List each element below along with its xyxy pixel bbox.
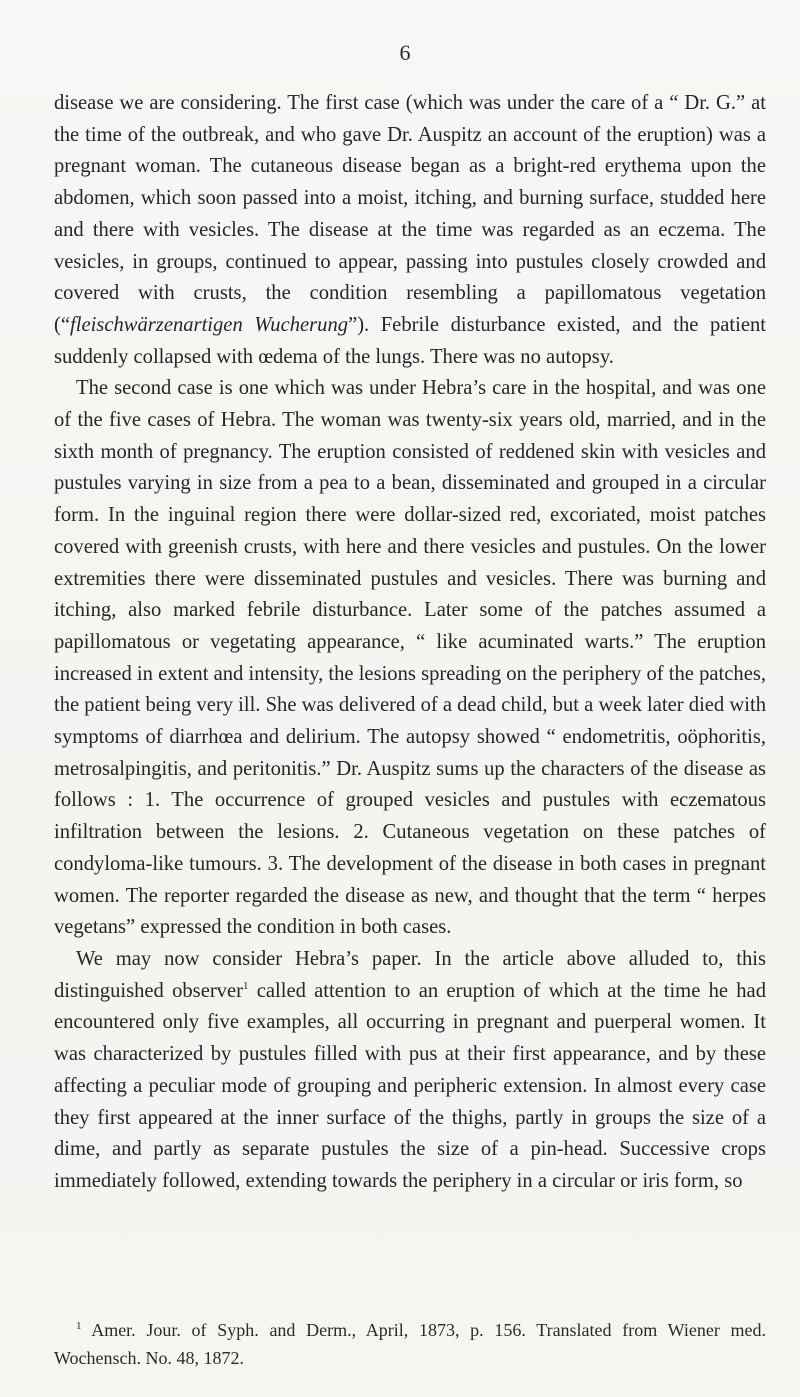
- page-number: 6: [399, 40, 411, 65]
- paragraph-text: disease we are considering. The first case (which was under the care of a “ Dr. G.” at the time of the outbreak, and who gave Dr. Auspitz an account of the eruption) was a pregnant woman. The cutaneous disease began as a bright-red erythema upon the abdomen, which soon passed into a moist, itching, and burning surface, studded here and there with vesicles. The disease at the time was regarded as an eczema. The vesicles, in groups, continued to appear, passing into pustules closely crowded and covered with crusts, the condition resembling a papillomatous vegetation (“: [54, 92, 766, 336]
- footnote-reference: 1: [242, 979, 249, 992]
- german-term: fleischwärzenartigen Wucherung: [70, 313, 349, 336]
- paragraph-hebra-paper: [54, 944, 766, 1198]
- paragraph-second-case: [54, 373, 766, 944]
- paragraph-text: called attention to an eruption of which at the time he had encountered only five examples, all occurring in pregnant and puerperal women. It was characterized by pustules filled with pus at their first appearance, and by these affecting a peculiar mode of grouping and peripheric extension. In almost every case they first appeared at the inner surface of the thighs, partly in groups the size of a dime, and partly as separate pustules the size of a pin-head. Successive crops immediately followed, extending towards the periphery in a circular or iris form, so: [54, 979, 766, 1192]
- paragraph-text: ”). Febrile disturbance existed, and the patient suddenly collapsed with œdema of the lungs. There was no autopsy.: [54, 313, 766, 368]
- paragraph-text: We may now consider Hebra’s paper. In the article above alluded to, this distinguished observer: [54, 947, 766, 1002]
- footnote: [54, 1316, 766, 1372]
- paragraph-text: The second case is one which was under Hebra’s care in the hospital, and was one of the five cases of Hebra. The woman was twenty-six years old, married, and in the sixth month of pregnancy. The eruption consisted of reddened skin with vesicles and pustules varying in size from a pea to a bean, disseminated and grouped in a circular form. In the inguinal region there were dollar-sized red, excoriated, moist patches covered with greenish crusts, with here and there vesicles and pustules. On the lower extremities there were disseminated pustules and vesicles. There was burning and itching, also marked febrile disturbance. Later some of the patches assumed a papillomatous or vegetating appearance, “ like acuminated warts.” The eruption increased in extent and intensity, the lesions spreading on the periphery of the patches, the patient being very ill. She was delivered of a dead child, but a week later died with symptoms of diarrhœa and delirium. The autopsy showed “ endometritis, oöphoritis, metrosalpingitis, and peritonitis.” Dr. Auspitz sums up the characters of the disease as follows : 1. The occurrence of grouped vesicles and pustules with eczematous infiltration between the lesions. 2. Cutaneous vegetation on these patches of condyloma-like tumours. 3. The development of the disease in both cases in pregnant women. The reporter regarded the disease as new, and thought that the term “ herpes vegetans” expressed the condition in both cases.: [54, 377, 766, 939]
- paragraph-first-case: [54, 88, 766, 373]
- footnote-marker: 1: [76, 1320, 82, 1332]
- body-text: [54, 88, 766, 1198]
- footnote-text: Amer. Jour. of Syph. and Derm., April, 1873, p. 156. Translated from Wiener med. Wochensch. No. 48, 1872.: [54, 1320, 766, 1368]
